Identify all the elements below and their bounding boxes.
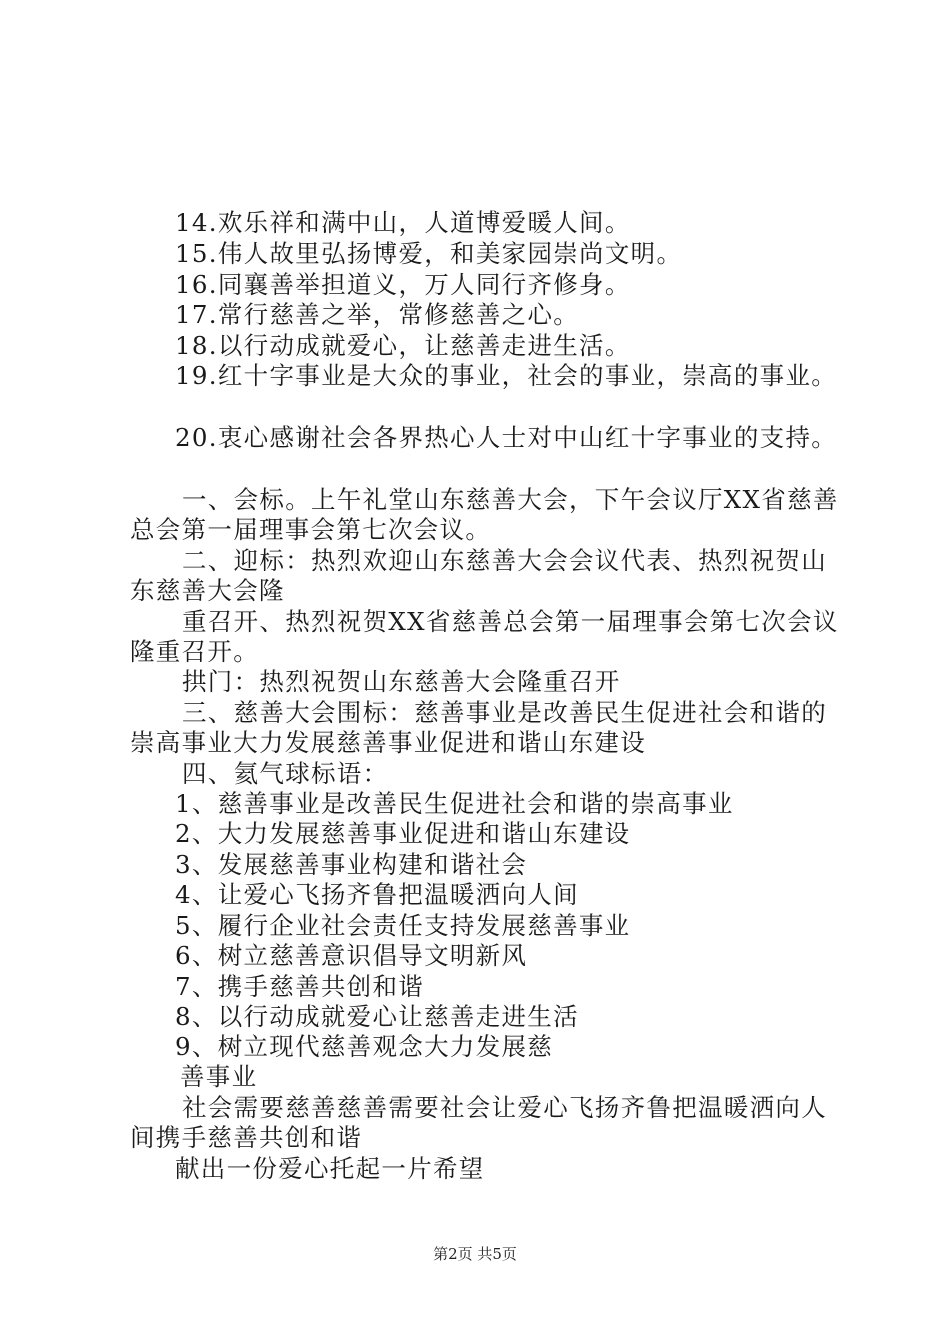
- slogan-item-9: 9、树立现代慈善观念大力发展慈: [175, 1032, 554, 1061]
- closing-paragraph-line-3: 献出一份爱心托起一片希望: [175, 1154, 485, 1183]
- closing-paragraph-line-2: 间携手慈善共创和谐: [130, 1123, 363, 1152]
- slogan-item-1: 1、慈善事业是改善民生促进社会和谐的崇高事业: [175, 789, 734, 818]
- text-line-17: 17.常行慈善之举，常修慈善之心。: [175, 300, 580, 329]
- slogan-item-7: 7、携手慈善共创和谐: [175, 972, 425, 1001]
- slogan-item-5: 5、履行企业社会责任支持发展慈善事业: [175, 911, 631, 940]
- paragraph-yingbiao-line-3: 重召开、热烈祝贺XX省慈善总会第一届理事会第七次会议: [182, 607, 839, 636]
- section-heading-balloon-slogans: 四、氦气球标语：: [182, 759, 389, 788]
- paragraph-gongmen: 拱门：热烈祝贺山东慈善大会隆重召开: [182, 667, 621, 696]
- text-line-15: 15.伟人故里弘扬博爱，和美家园崇尚文明。: [175, 239, 683, 268]
- slogan-item-6: 6、树立慈善意识倡导文明新风: [175, 941, 528, 970]
- text-line-18: 18.以行动成就爱心，让慈善走进生活。: [175, 331, 631, 360]
- paragraph-yingbiao-line-1: 二、迎标：热烈欢迎山东慈善大会会议代表、热烈祝贺山: [182, 546, 827, 575]
- paragraph-weibiao-line-2: 崇高事业大力发展慈善事业促进和谐山东建设: [130, 728, 646, 757]
- paragraph-yingbiao-line-4: 隆重召开。: [130, 637, 259, 666]
- slogan-item-9-continued: 善事业: [180, 1062, 258, 1091]
- text-line-20: 20.衷心感谢社会各界热心人士对中山红十字事业的支持。: [175, 423, 838, 452]
- paragraph-yingbiao-line-2: 东慈善大会隆: [130, 576, 285, 605]
- text-line-16: 16.同襄善举担道义，万人同行齐修身。: [175, 270, 631, 299]
- paragraph-weibiao-line-1: 三、慈善大会围标：慈善事业是改善民生促进社会和谐的: [182, 698, 827, 727]
- closing-paragraph-line-1: 社会需要慈善慈善需要社会让爱心飞扬齐鲁把温暖洒向人: [182, 1093, 827, 1122]
- slogan-item-3: 3、发展慈善事业构建和谐社会: [175, 850, 528, 879]
- slogan-item-2: 2、大力发展慈善事业促进和谐山东建设: [175, 819, 631, 848]
- slogan-item-8: 8、以行动成就爱心让慈善走进生活: [175, 1002, 579, 1031]
- paragraph-huibiao-line-2: 总会第一届理事会第七次会议。: [130, 515, 492, 544]
- page-number-footer: 第2页 共5页: [433, 1245, 517, 1263]
- text-line-19: 19.红十字事业是大众的事业，社会的事业，崇高的事业。: [175, 361, 838, 390]
- slogan-item-4: 4、让爱心飞扬齐鲁把温暖洒向人间: [175, 880, 579, 909]
- paragraph-huibiao-line-1: 一、会标。上午礼堂山东慈善大会，下午会议厅XX省慈善: [182, 485, 839, 514]
- text-line-14: 14.欢乐祥和满中山，人道博爱暖人间。: [175, 208, 631, 237]
